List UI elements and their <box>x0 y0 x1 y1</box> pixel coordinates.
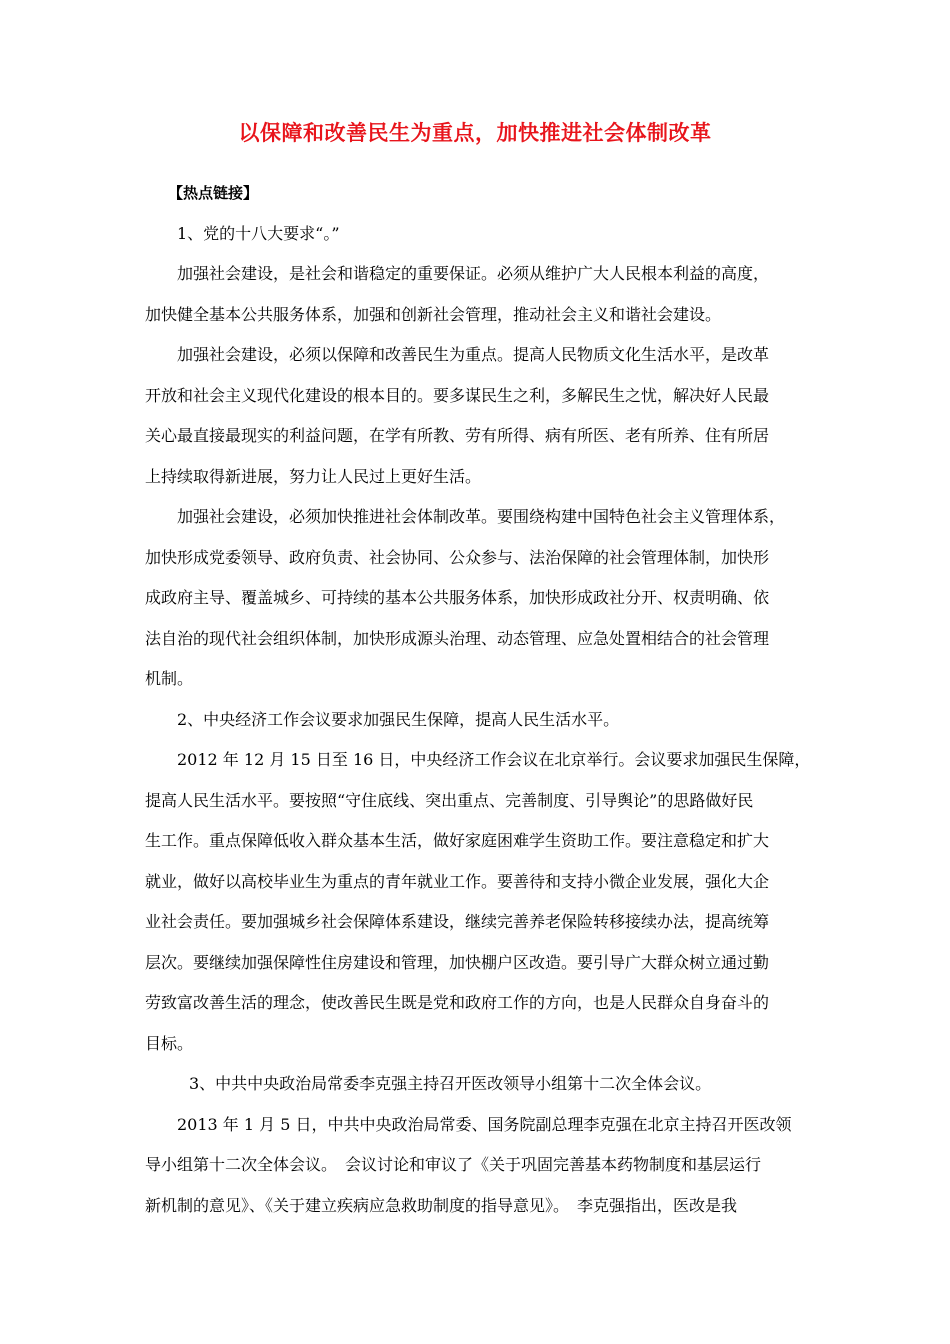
text-line: 加快健全基本公共服务体系，加强和创新社会管理，推动社会主义和谐社会建设。 <box>145 304 722 324</box>
text-line: 加强社会建设，是社会和谐稳定的重要保证。必须从维护广大人民根本利益的高度， <box>177 264 770 283</box>
text-line: 3、中共中央政治局常委李克强主持召开医改领导小组第十二次全体会议。 <box>189 1074 712 1093</box>
text-line: 新机制的意见》、《关于建立疾病应急救助制度的指导意见》。 李克强指出，医改是我 <box>145 1195 738 1215</box>
text-line: 2012 年 12 月 15 日至 16 日，中央经济工作会议在北京举行。会议要求加强民生保障， <box>177 750 811 769</box>
text-line: 提高人民生活水平。要按照“守住底线、突出重点、完善制度、引导舆论”的思路做好民 <box>145 790 754 810</box>
text-line: 目标。 <box>145 1033 194 1053</box>
text-line: 加强社会建设，必须以保障和改善民生为重点。提高人民物质文化生活水平，是改革 <box>177 345 770 364</box>
text-line: 生工作。重点保障低收入群众基本生活，做好家庭困难学生资助工作。要注意稳定和扩大 <box>145 831 770 850</box>
text-line: 业社会责任。要加强城乡社会保障体系建设，继续完善养老保险转移接续办法，提高统筹 <box>145 912 770 931</box>
text-line: 开放和社会主义现代化建设的根本目的。要多谋民生之利，多解民生之忧，解决好人民最 <box>145 385 770 405</box>
text-line: 关心最直接最现实的利益问题，在学有所教、劳有所得、病有所医、老有所养、住有所居 <box>145 426 770 445</box>
text-line: 上持续取得新进展，努力让人民过上更好生活。 <box>145 466 482 486</box>
text-line: 劳致富改善生活的理念，使改善民生既是党和政府工作的方向，也是人民群众自身奋斗的 <box>145 993 770 1012</box>
text-line: 机制。 <box>145 669 194 688</box>
text-line: 2、中央经济工作会议要求加强民生保障，提高人民生活水平。 <box>177 709 620 729</box>
text-line: 加强社会建设，必须加快推进社会体制改革。要围绕构建中国特色社会主义管理体系， <box>177 507 786 526</box>
text-line: 1、党的十八大要求“。” <box>177 223 340 243</box>
text-line: 法自治的现代社会组织体制，加快形成源头治理、动态管理、应急处置相结合的社会管理 <box>145 628 770 648</box>
text-line: 加快形成党委领导、政府负责、社会协同、公众参与、法治保障的社会管理体制，加快形 <box>145 547 770 567</box>
text-line: 层次。要继续加强保障性住房建设和管理，加快棚户区改造。要引导广大群众树立通过勤 <box>145 952 770 972</box>
text-line: 就业，做好以高校毕业生为重点的青年就业工作。要善待和支持小微企业发展，强化大企 <box>145 871 770 891</box>
document-body <box>145 173 813 1226</box>
text-line: 成政府主导、覆盖城乡、可持续的基本公共服务体系，加快形成政社分开、权责明确、依 <box>145 588 770 607</box>
text-line: 导小组第十二次全体会议。 会议讨论和审议了《关于巩固完善基本药物制度和基层运行 <box>145 1155 762 1174</box>
text-line: 2013 年 1 月 5 日，中共中央政治局常委、国务院副总理李克强在北京主持召开医改领 <box>177 1114 792 1134</box>
document-title: 以保障和改善民生为重点，加快推进社会体制改革 <box>238 121 712 145</box>
section-heading: 【热点链接】 <box>168 184 259 202</box>
